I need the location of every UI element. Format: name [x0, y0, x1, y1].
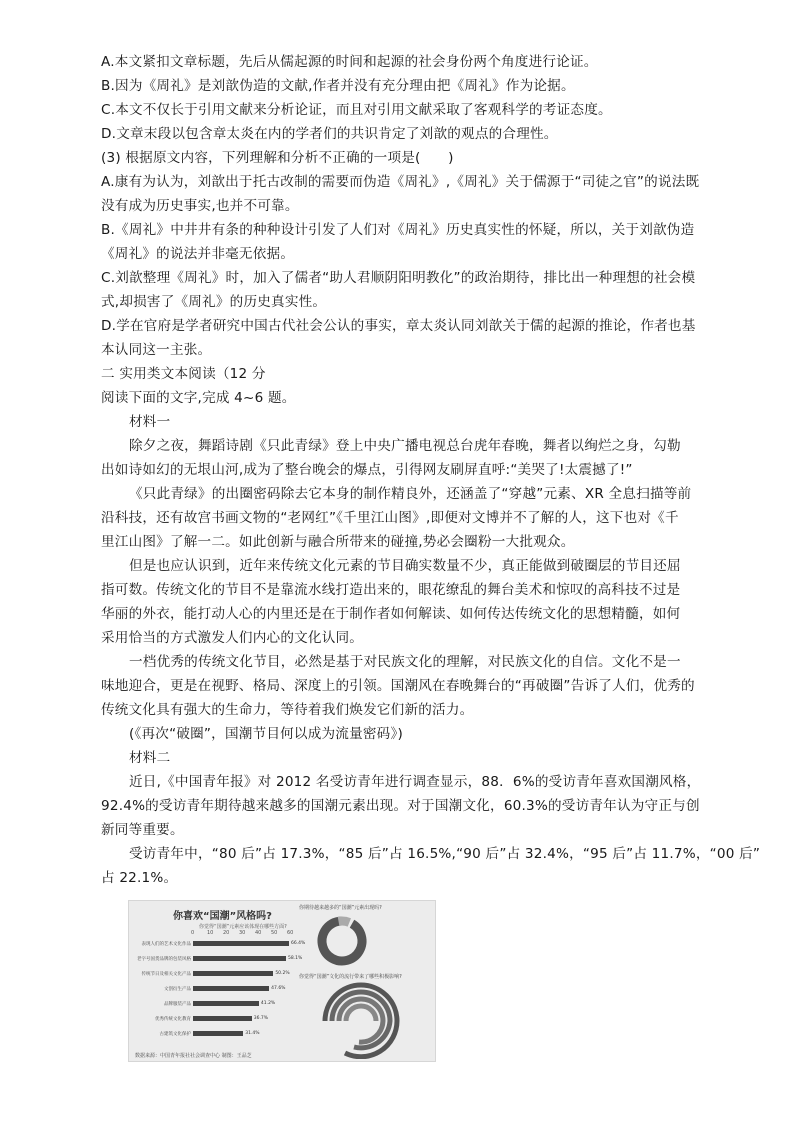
bar-value-label: 47.6% — [271, 986, 286, 991]
text-line: 指可数。传统文化的节目不是靠流水线打造出来的，眼花缭乱的舞台美术和惊叹的高科技不过是 — [101, 582, 681, 598]
x-tick-label: 20 — [223, 930, 230, 936]
bar — [193, 1001, 259, 1006]
text-line: 阅读下面的文字,完成 4~6 题。 — [101, 390, 296, 406]
bar-category-label: 优秀传统文化教育 — [155, 1017, 191, 1022]
text-line: C.本文不仅长于引用文献来分析论证，而且对引用文献采取了客观科学的考证态度。 — [101, 102, 612, 118]
text-line: D.学在官府是学者研究中国古代社会公认的事实，章太炎认同刘歆关于儒的起源的推论，作者也基 — [101, 318, 696, 334]
text-line: (3) 根据原文内容，下列理解和分析不正确的一项是( ) — [101, 150, 454, 166]
bar — [193, 941, 289, 946]
text-line: 华丽的外衣，能打动人心的内里还是在于制作者如何解读、如何传达传统文化的思想精髓，如何 — [101, 606, 681, 622]
text-line: C.刘歆整理《周礼》时，加入了儒者“助人君顺阴阳明教化”的政治期待，排比出一种理想的社会模 — [101, 270, 696, 286]
ring-4 — [346, 1006, 376, 1021]
text-line: 里江山图》了解一二。如此创新与融合所带来的碰撞,势必会圈粉一大批观众。 — [101, 534, 575, 550]
bar-category-label: 传统节日及相关文化产品 — [141, 972, 191, 977]
bar-category-label: 古建筑文化保护 — [159, 1032, 191, 1037]
text-line: 受访青年中，“80 后”占 17.3%，“85 后”占 16.5%,“90 后”占 32.4%，“95 后”占 11.7%，“00 后” — [129, 846, 761, 862]
bar — [193, 956, 286, 961]
bar-category-label: 老字号国货品牌的包装风格 — [137, 957, 191, 962]
concentric-ring-chart — [305, 981, 431, 1059]
figure-source: 数据来源：中国青年报社社会调查中心 制图：王品芝 — [135, 1053, 252, 1059]
text-line: 式,却损害了《周礼》的历史真实性。 — [101, 294, 327, 310]
text-line: 新同等重要。 — [101, 822, 184, 838]
text-line: 《只此青绿》的出圈密码除去它本身的制作精良外，还涵盖了“穿越”元素、XR 全息扫描等前 — [129, 486, 692, 502]
text-line: 除夕之夜，舞蹈诗剧《只此青绿》登上中央广播电视总台虎年春晚，舞者以绚烂之身，勾勒 — [129, 438, 681, 454]
text-line: A.康有为认为，刘歆出于托古改制的需要而伪造《周礼》,《周礼》关于儒源于“司徒之官”的说法既 — [101, 174, 700, 190]
text-line: 但是也应认识到，近年来传统文化元素的节目确实数量不少，真正能做到破圈层的节目还屈 — [129, 558, 681, 574]
bar — [193, 971, 273, 976]
bar-value-label: 66.4% — [291, 941, 306, 946]
text-line: B.《周礼》中井井有条的种种设计引发了人们对《周礼》历史真实性的怀疑，所以，关于刘歆伪造 — [101, 222, 695, 238]
x-tick-label: 30 — [239, 930, 246, 936]
donut-title: 你期待越来越多的“国潮”元素出现吗? — [299, 905, 382, 911]
bar-value-label: 58.1% — [287, 956, 303, 961]
bar — [193, 986, 269, 991]
text-line: 占 22.1%。 — [101, 870, 178, 886]
text-line: 沿科技，还有故宫书画文物的“老网红”《千里江山图》,即便对文博并不了解的人，这下也对《千 — [101, 510, 679, 526]
x-tick-label: 60 — [287, 930, 294, 936]
text-line: 材料一 — [129, 414, 171, 430]
bar-chart-subtitle: 你觉得“国潮”元素应该体现在哪些方面? — [199, 924, 287, 930]
bar-value-label: 50.2% — [275, 971, 290, 976]
x-tick-label: 0 — [191, 930, 195, 936]
bar-value-label: 31.4% — [245, 1031, 260, 1036]
bar-value-label: 36.7% — [253, 1016, 269, 1021]
x-tick-label: 50 — [271, 930, 278, 936]
bar — [193, 1016, 252, 1021]
text-line: (《再次“破圈”，国潮节目何以成为流量密码》) — [129, 726, 403, 742]
bar-category-label: 文创衍生产品 — [164, 987, 191, 992]
text-line: 本认同这一主张。 — [101, 342, 212, 358]
donut-chart — [307, 911, 377, 969]
text-line: D.文章末段以包含章太炎在内的学者们的共识肯定了刘歆的观点的合理性。 — [101, 126, 558, 142]
text-line: 近日,《中国青年报》对 2012 名受访青年进行调查显示，88．6%的受访青年喜欢国潮风格， — [129, 774, 701, 790]
text-line: 采用恰当的方式激发人们内心的文化认同。 — [101, 630, 364, 646]
text-line: 没有成为历史事实,也并不可靠。 — [101, 198, 299, 214]
x-tick-label: 40 — [255, 930, 262, 936]
text-line: 二 实用类文本阅读（12 分 — [101, 366, 266, 382]
text-line: 材料二 — [129, 750, 171, 766]
text-line: 出如诗如幻的无垠山河,成为了整台晚会的爆点，引得网友刷屏直呼:“美哭了!太震撼了!” — [101, 462, 633, 478]
rings-title: 你觉得“国潮”文化的流行带来了哪些积极影响? — [299, 974, 402, 980]
figure-title: 你喜欢“国潮”风格吗? — [173, 911, 272, 922]
text-line: 一档优秀的传统文化节目，必然是基于对民族文化的理解，对民族文化的自信。文化不是一 — [129, 654, 681, 670]
text-line: A.本文紧扣文章标题，先后从儒起源的时间和起源的社会身份两个角度进行论证。 — [101, 54, 598, 70]
bar-value-label: 41.2% — [260, 1001, 276, 1006]
survey-figure — [128, 900, 436, 1062]
bar-category-label: 表现人们的艺术文化作品 — [141, 942, 191, 947]
text-line: 92.4%的受访青年期待越来越多的国潮元素出现。对于国潮文化，60.3%的受访青年认为守正与创 — [101, 798, 700, 814]
bar — [193, 1031, 243, 1036]
x-tick-label: 10 — [207, 930, 214, 936]
text-line: 《周礼》的说法并非毫无依据。 — [101, 246, 295, 262]
bar-category-label: 品牌服装产品 — [164, 1002, 191, 1007]
text-line: B.因为《周礼》是刘歆伪造的文献,作者并没有充分理由把《周礼》作为论据。 — [101, 78, 575, 94]
text-line: 味地迎合，更是在视野、格局、深度上的引领。国潮风在春晚舞台的“再破圈”告诉了人们，优秀的 — [101, 678, 695, 694]
text-line: 传统文化具有强大的生命力，等待着我们焕发它们新的活力。 — [101, 702, 474, 718]
